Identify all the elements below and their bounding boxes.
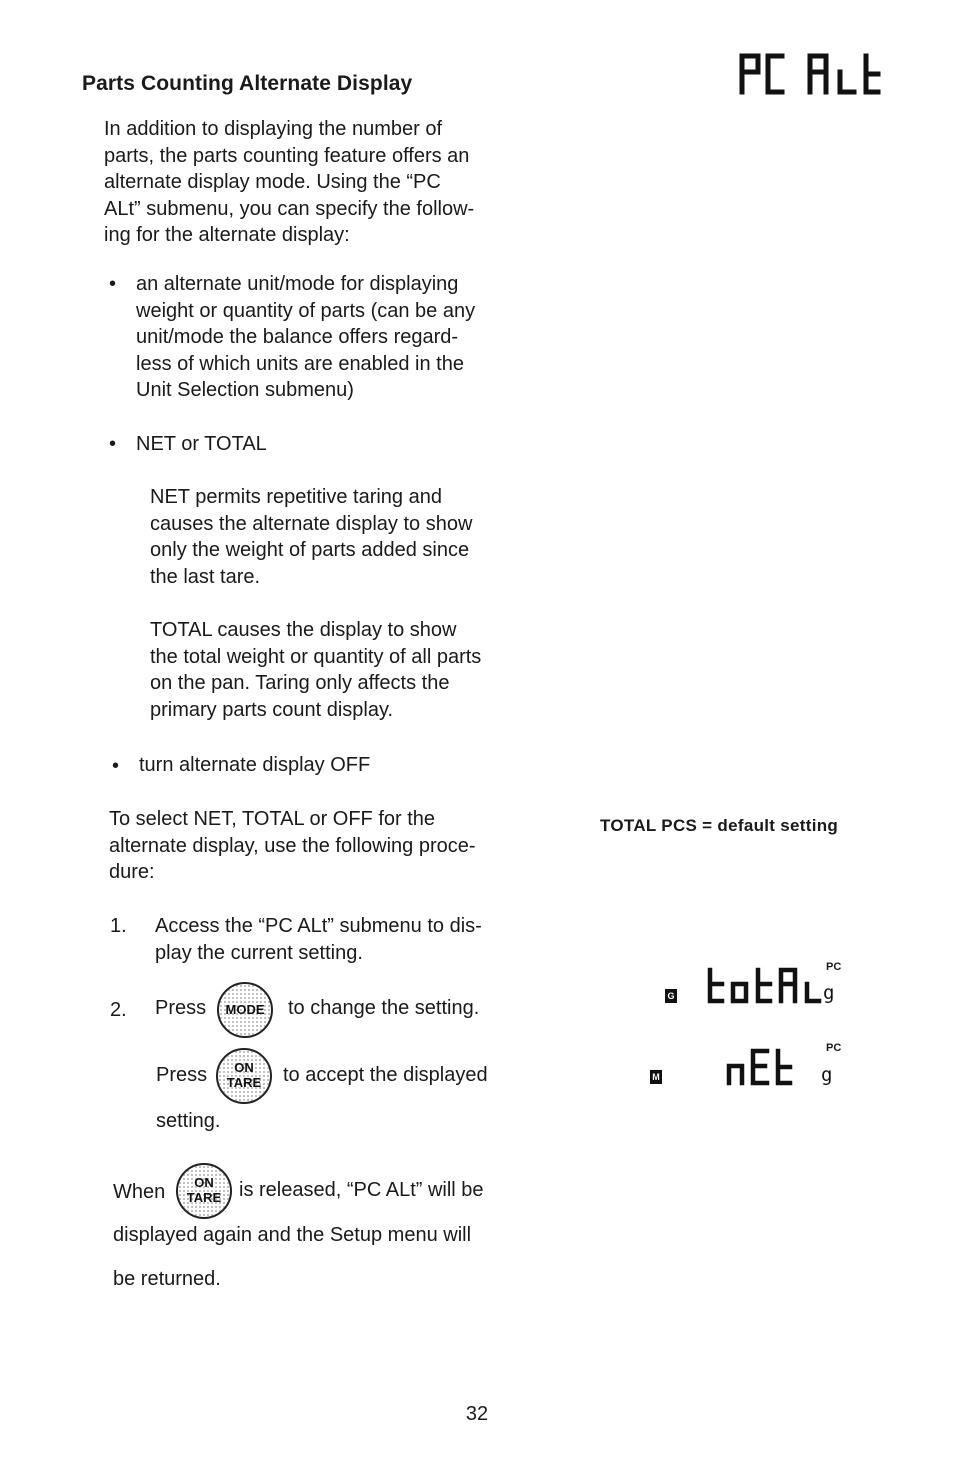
total-line: primary parts count display.	[150, 698, 394, 721]
bullet1-line: unit/mode the balance offers regard-	[136, 326, 459, 348]
lcd-net-display	[645, 1040, 860, 1090]
mode-key-button[interactable]	[217, 982, 273, 1038]
lcd-total-display	[660, 960, 860, 1010]
when-word: When	[113, 1181, 166, 1203]
net-line: causes the alternate display to show	[150, 512, 473, 535]
lcd-total-indicator: G	[667, 991, 675, 1001]
bullet1-line: weight or quantity of parts (can be any	[136, 299, 476, 322]
on-tare-key-inline[interactable]	[176, 1163, 232, 1219]
net-line: only the weight of parts added since	[150, 539, 470, 561]
when-line3: be returned.	[113, 1268, 221, 1290]
bullet-off: turn alternate display OFF	[139, 754, 371, 776]
bullet1-line: an alternate unit/mode for displaying	[136, 273, 459, 295]
net-line: NET permits repetitive taring and	[150, 486, 442, 508]
step2-press-word: Press	[155, 997, 207, 1019]
when-line2: displayed again and the Setup menu will	[113, 1224, 472, 1246]
tare-key-label: TARE	[226, 1075, 262, 1090]
bullet-net-total: NET or TOTAL	[136, 433, 267, 455]
lcd-total-indicator-icon	[665, 989, 677, 1003]
bullet-dot: •	[109, 433, 117, 455]
lcd-total-unit: g	[823, 982, 835, 1004]
step2-number: 2.	[110, 999, 127, 1021]
mode-key-label: MODE	[225, 1002, 265, 1017]
lcd-header-pc-alt	[736, 50, 881, 95]
lcd-total-segments	[705, 966, 823, 1006]
step1-line: Access the “PC ALt” submenu to dis-	[155, 915, 482, 937]
bullet-dot: •	[109, 273, 117, 295]
lcd-net-unit-top: PC	[826, 1042, 842, 1054]
step1-line: play the current setting.	[155, 941, 363, 964]
intro-line: parts, the parts counting feature offers an	[104, 144, 470, 167]
intro-line: ALt” submenu, you can specify the follow-	[104, 197, 475, 220]
select-line: dure:	[109, 861, 155, 883]
select-paragraph	[109, 806, 501, 886]
intro-paragraph	[104, 116, 496, 249]
on-tare-key-button[interactable]	[216, 1048, 272, 1104]
on-key-label: ON	[194, 1175, 214, 1190]
lcd-net-unit: g	[821, 1064, 833, 1086]
step2-after-text: to change the setting.	[288, 997, 480, 1019]
bullet-alt-unit	[136, 271, 498, 404]
tare-key-label: TARE	[186, 1190, 222, 1205]
total-line: TOTAL causes the display to show	[150, 619, 457, 641]
lcd-net-indicator-icon	[650, 1070, 662, 1084]
total-line: the total weight or quantity of all parts	[150, 645, 482, 668]
step1-number: 1.	[110, 915, 127, 937]
intro-line: In addition to displaying the number of	[104, 118, 442, 140]
intro-line: ing for the alternate display:	[104, 224, 350, 246]
bullet1-line: Unit Selection submenu)	[136, 379, 354, 401]
section-heading: Parts Counting Alternate Display	[82, 72, 413, 95]
when-after-text: is released, “PC ALt” will be	[239, 1179, 484, 1201]
select-line: alternate display, use the following proce-	[109, 834, 476, 857]
accept-press-word: Press	[156, 1064, 208, 1086]
total-explanation	[150, 617, 500, 723]
lcd-net-segments	[725, 1046, 795, 1086]
default-setting-note: TOTAL PCS = default setting	[600, 816, 839, 835]
net-line: the last tare.	[150, 565, 261, 588]
bullet1-line: less of which units are enabled in the	[136, 352, 464, 375]
on-key-label: ON	[234, 1060, 254, 1075]
lcd-net-indicator: M	[652, 1072, 660, 1082]
step1-text	[155, 913, 505, 966]
accept-setting-word: setting.	[156, 1110, 221, 1132]
page-number: 32	[465, 1403, 489, 1425]
net-explanation	[150, 484, 499, 590]
intro-line: alternate display mode. Using the “PC	[104, 171, 441, 193]
select-line: To select NET, TOTAL or OFF for the	[109, 808, 436, 830]
bullet-dot: •	[112, 755, 120, 777]
total-line: on the pan. Taring only affects the	[150, 672, 450, 694]
accept-after-text: to accept the displayed	[283, 1064, 488, 1086]
lcd-total-unit-top: PC	[826, 961, 842, 973]
